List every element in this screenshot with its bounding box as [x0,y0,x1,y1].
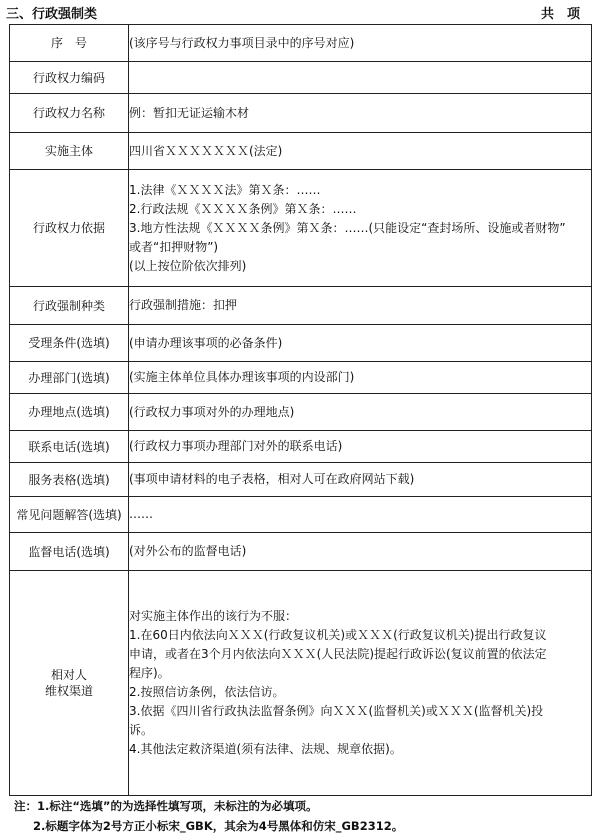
row-value [129,94,592,133]
row-value-line: (申请办理该事项的必备条件) [129,335,283,350]
row-value-line: 1.法律《ＸＸＸＸ法》第Ｘ条：…… [129,182,321,197]
row-label-line: 行政强制种类 [32,298,105,313]
row-label-line: 序 号 [50,36,87,50]
row-value-line: (以上按位阶依次排列) [129,258,247,273]
row-value [129,170,592,287]
row-label [10,133,129,170]
row-label [10,571,129,796]
row-value-line: 2.按照信访条例，依法信访。 [129,685,285,699]
note-2: 2.标题字体为2号方正小标宋_GBK，其余为4号黑体和仿宋_GB2312。 [33,819,404,833]
table-row [10,394,592,431]
row-value-line: (事项申请材料的电子表格，相对人可在政府网站下载) [129,472,415,486]
row-label-line: 实施主体 [44,144,93,158]
row-value-line: 1.在60日内依法向ＸＸＸ(行政复议机关)或ＸＸＸ(行政复议机关)提出行政复议 [129,628,547,642]
row-label-line: 行政权力依据 [32,221,105,235]
row-value [129,362,592,394]
row-label-line: 相对人 [50,668,87,682]
table-row [10,62,592,94]
row-value [129,394,592,431]
row-value-line: 行政强制措施：扣押 [129,298,238,312]
form-table [9,24,592,796]
section-title: 三、行政强制类 [6,7,98,22]
table-row [10,25,592,62]
row-label-line: 行政权力名称 [32,106,105,120]
table-row [10,571,592,796]
row-value-line: 3.地方性法规《ＸＸＸＸ条例》第Ｘ条：……(只能设定“查封场所、设施或者财物” [129,220,566,235]
row-label [10,94,129,133]
note-1: 注：1.标注“选填”的为选择性填写项，未标注的为必填项。 [14,799,318,813]
row-value [129,497,592,533]
row-label-line: 办理部门(选填) [28,370,110,385]
table-row [10,431,592,463]
row-value-line: 4.其他法定救济渠道(须有法律、法规、规章依据)。 [129,742,402,756]
row-value-line: 3.依据《四川省行政执法监督条例》向ＸＸＸ(监督机关)或ＸＸＸ(监督机关)投 [129,704,544,718]
row-label [10,533,129,571]
table-row [10,325,592,362]
row-value-line: (行政权力事项对外的办理地点) [129,404,295,419]
table-row [10,533,592,571]
table-row [10,133,592,170]
table-row [10,463,592,497]
row-label-line: 受理条件(选填) [28,336,110,350]
row-value-line: 程序)。 [129,666,170,680]
table-row [10,362,592,394]
row-value [129,133,592,170]
row-value-line: (行政权力事项办理部门对外的联系电话) [129,439,343,453]
row-value-line: (对外公布的监督电话) [129,544,247,558]
row-label-line: 服务表格(选填) [28,472,110,487]
row-label-line: 联系电话(选填) [28,439,110,454]
page-total: 共 项 [540,7,580,22]
row-label [10,463,129,497]
row-label [10,25,129,62]
row-value-line: 2.行政法规《ＸＸＸＸ条例》第Ｘ条：…… [129,201,357,216]
row-value-line: 例：暂扣无证运输木材 [129,105,250,120]
row-label [10,62,129,94]
row-value-line: 四川省ＸＸＸＸＸＸＸ(法定) [129,143,283,158]
row-label-line: 维权渠道 [44,684,93,698]
row-label-line: 办理地点(选填) [28,405,110,419]
row-value-line: 申请，或者在3个月内依法向ＸＸＸ(人民法院)提起行政诉讼(复议前置的依法定 [129,647,547,661]
row-value [129,431,592,463]
table-row [10,287,592,325]
row-value-line: …… [129,507,153,521]
row-label-line: 行政权力编码 [32,70,105,85]
row-value-line: (该序号与行政权力事项目录中的序号对应) [129,35,355,50]
table-row [10,497,592,533]
row-value-line: 对实施主体作出的该行为不服： [129,609,298,623]
row-label [10,497,129,533]
row-value-line: 诉。 [129,723,154,737]
table-row [10,94,592,133]
row-value [129,325,592,362]
row-value [129,533,592,571]
row-label [10,325,129,362]
row-value-line: 或者“扣押财物”) [129,239,219,254]
row-value [129,463,592,497]
row-value [129,571,592,796]
row-label [10,362,129,394]
row-label [10,287,129,325]
row-label [10,394,129,431]
table-row [10,170,592,287]
notes [14,796,403,836]
page-header [0,0,600,26]
row-label-line: 监督电话(选填) [28,544,110,559]
row-label [10,170,129,287]
row-label-line: 常见问题解答(选填) [16,507,122,522]
row-value-line: (实施主体单位具体办理该事项的内设部门) [129,370,355,384]
row-label [10,431,129,463]
row-value [129,287,592,325]
row-value [129,25,592,62]
row-value [129,62,592,94]
